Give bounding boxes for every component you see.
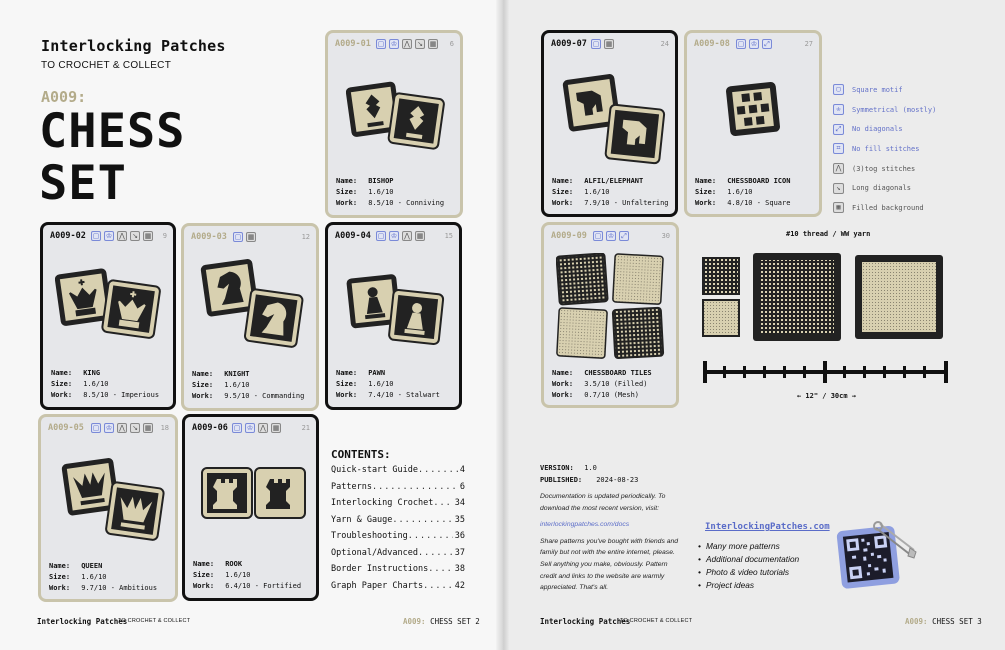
ruler-label: ← 12" / 30cm → bbox=[797, 392, 857, 400]
card-name: QUEEN bbox=[81, 562, 103, 570]
legend-item bbox=[833, 139, 936, 159]
no-diagonals-icon: ⤢ bbox=[762, 39, 772, 49]
name-label: Name: bbox=[336, 177, 358, 185]
footer-page-number: 3 bbox=[977, 617, 982, 626]
card-id: A009-09 bbox=[551, 231, 587, 241]
square-motif-icon: ▢ bbox=[377, 232, 385, 240]
square-motif-icon: ▢ bbox=[592, 40, 600, 48]
name-label: Name: bbox=[193, 560, 215, 568]
size-label: Size: bbox=[49, 573, 71, 581]
long-diagonals-icon: ↘ bbox=[130, 231, 140, 241]
card-name: KNIGHT bbox=[224, 370, 250, 378]
card-work: 9.7/10 - Ambitious bbox=[81, 584, 158, 592]
no-fill-icon: ⌗ bbox=[833, 143, 844, 154]
brand-title: Interlocking Patches bbox=[41, 37, 226, 55]
square-motif-icon: ▢ bbox=[594, 232, 602, 240]
name-label: Name: bbox=[51, 369, 73, 377]
chessboard-tiles-patch-art bbox=[556, 253, 668, 361]
card-work: 7.9/10 - Unfaltering bbox=[584, 199, 669, 207]
pattern-code: A009: bbox=[41, 88, 87, 106]
square-motif-icon: ▢ bbox=[833, 84, 844, 95]
toc-title: Quick-start Guide bbox=[331, 465, 418, 475]
size-label: Size: bbox=[51, 380, 73, 388]
version-info bbox=[540, 463, 638, 486]
symmetrical-icon: ♔ bbox=[390, 40, 398, 48]
tog-stitches-icon: ⋀ bbox=[117, 231, 127, 241]
card-specs bbox=[695, 176, 790, 209]
square-motif-icon: ▢ bbox=[737, 40, 745, 48]
card-id: A009-02 bbox=[50, 231, 86, 241]
version-label: VERSION: bbox=[540, 464, 574, 472]
ruler-graphic bbox=[700, 358, 952, 388]
published-value: 2024-08-23 bbox=[596, 475, 639, 484]
long-diagonals-icon: ↘ bbox=[130, 423, 140, 433]
feature-item: • Many more patterns bbox=[698, 540, 799, 553]
legend-item bbox=[833, 159, 936, 179]
toc-title: Patterns bbox=[331, 481, 372, 492]
work-label: Work: bbox=[695, 199, 717, 207]
footer-page-number: 2 bbox=[475, 617, 480, 626]
docs-link[interactable]: interlockingpatches.com/docs bbox=[540, 521, 630, 529]
work-label: Work: bbox=[51, 391, 73, 399]
filled-background-icon: ▦ bbox=[247, 233, 255, 241]
card-work-filled: 3.5/10 (Filled) bbox=[584, 380, 648, 388]
work-label: Work: bbox=[552, 391, 574, 399]
card-size: 1.6/10 bbox=[368, 188, 394, 196]
legend-label: Square motif bbox=[852, 85, 903, 94]
card-size: 1.6/10 bbox=[225, 571, 251, 579]
gauge-comparison-art bbox=[700, 250, 950, 345]
footer-subtitle: TO CROCHET & COLLECT bbox=[118, 618, 191, 624]
legend-item bbox=[833, 100, 936, 120]
card-page: 27 bbox=[804, 40, 813, 48]
symmetrical-icon: ♔ bbox=[246, 424, 254, 432]
card-size: 1.6/10 bbox=[368, 380, 394, 388]
toc-page: 34 bbox=[454, 498, 465, 508]
name-label: Name: bbox=[552, 177, 574, 185]
square-motif-icon: ▢ bbox=[92, 424, 100, 432]
pattern-card-chessboard-tiles[interactable] bbox=[541, 222, 679, 408]
footer-code: A009: bbox=[905, 617, 928, 626]
card-id: A009-06 bbox=[192, 423, 228, 433]
card-id: A009-08 bbox=[694, 39, 730, 49]
toc-page: 38 bbox=[454, 564, 465, 574]
card-page: 15 bbox=[444, 232, 453, 240]
pattern-card-alfil[interactable] bbox=[541, 30, 678, 217]
card-work: 8.5/10 - Conniving bbox=[368, 199, 445, 207]
tog-stitches-icon: ⋀ bbox=[258, 423, 268, 433]
title-line-1: CHESS bbox=[39, 104, 186, 159]
toc-title: Yarn & Gauge bbox=[331, 514, 393, 525]
alfil-patch-art bbox=[560, 71, 670, 171]
card-id: A009-04 bbox=[335, 231, 371, 241]
footer-section: CHESS SET bbox=[430, 617, 471, 626]
qr-code-patch[interactable] bbox=[836, 520, 918, 600]
size-label: Size: bbox=[192, 381, 214, 389]
size-label: Size: bbox=[552, 188, 574, 196]
toc-title: Graph Paper Charts bbox=[331, 580, 424, 591]
card-work: 7.4/10 - Stalwart bbox=[368, 391, 440, 399]
filled-background-icon: ▦ bbox=[416, 232, 424, 240]
footer-page-info bbox=[905, 617, 982, 626]
toc-page: 42 bbox=[454, 580, 465, 591]
card-size: 1.6/10 bbox=[727, 188, 753, 196]
card-name: CHESSBOARD ICON bbox=[727, 177, 791, 185]
card-id: A009-03 bbox=[191, 232, 227, 242]
legend-label: Long diagonals bbox=[852, 184, 912, 193]
legend-item bbox=[833, 119, 936, 139]
card-page: 6 bbox=[449, 40, 454, 48]
legend-item bbox=[833, 80, 936, 100]
card-page: 18 bbox=[160, 424, 169, 432]
card-name: ROOK bbox=[225, 560, 243, 568]
long-diagonals-icon: ↘ bbox=[415, 39, 425, 49]
tog-stitches-icon: ⋀ bbox=[117, 423, 127, 433]
card-name: KING bbox=[83, 369, 101, 377]
no-diagonals-icon: ⤢ bbox=[619, 231, 629, 241]
legend-label: Symmetrical (mostly) bbox=[852, 105, 937, 114]
feature-item: • Additional documentation bbox=[698, 553, 799, 566]
card-size: 1.6/10 bbox=[83, 380, 109, 388]
card-page: 9 bbox=[162, 232, 167, 240]
version-value: 1.0 bbox=[584, 464, 597, 472]
filled-background-icon: ▦ bbox=[144, 232, 152, 240]
tog-stitches-icon: ⋀ bbox=[833, 163, 844, 174]
tog-stitches-icon: ⋀ bbox=[402, 39, 412, 49]
toc-page: 4 bbox=[459, 465, 465, 475]
card-work: 4.8/10 - Square bbox=[727, 199, 791, 207]
name-label: Name: bbox=[192, 370, 214, 378]
size-label: Size: bbox=[336, 188, 358, 196]
card-icon-row bbox=[591, 39, 614, 49]
work-label: Work: bbox=[336, 391, 358, 399]
long-diagonals-icon: ↘ bbox=[833, 183, 844, 194]
card-name: ALFIL/ELEPHANT bbox=[584, 177, 644, 185]
toc-title: Troubleshooting bbox=[331, 531, 408, 541]
square-motif-icon: ▢ bbox=[234, 233, 242, 241]
card-icon-row bbox=[736, 39, 772, 49]
symmetrical-icon: ♔ bbox=[105, 424, 113, 432]
toc-title: Border Instructions bbox=[331, 564, 429, 574]
symmetrical-icon: ♔ bbox=[607, 232, 615, 240]
card-name: BISHOP bbox=[368, 177, 394, 185]
footer-section: CHESS SET bbox=[932, 617, 973, 626]
work-label: Work: bbox=[336, 199, 358, 207]
footer-brand: Interlocking Patches bbox=[540, 617, 631, 626]
card-page: 30 bbox=[661, 232, 670, 240]
size-label: Size: bbox=[193, 571, 215, 579]
name-label: Name: bbox=[552, 369, 574, 377]
toc-title: Interlocking Crochet bbox=[331, 498, 434, 508]
title-line-2: SET bbox=[39, 156, 127, 211]
name-label: Name: bbox=[336, 369, 358, 377]
thread-label: #10 thread / WW yarn bbox=[786, 230, 871, 238]
toc-page: 35 bbox=[454, 514, 465, 525]
footer-subtitle: TO CROCHET & COLLECT bbox=[620, 618, 693, 624]
legend-label: No diagonals bbox=[852, 125, 903, 134]
legend-item bbox=[833, 178, 936, 198]
pattern-card-chessboard-icon[interactable] bbox=[684, 30, 822, 217]
symmetrical-icon: ♔ bbox=[105, 232, 113, 240]
symmetrical-icon: ♔ bbox=[750, 40, 758, 48]
card-id: A009-05 bbox=[48, 423, 84, 433]
filled-background-icon: ▦ bbox=[429, 40, 437, 48]
card-icon-row bbox=[593, 231, 629, 241]
work-label: Work: bbox=[192, 392, 214, 400]
work-label: Work: bbox=[193, 582, 215, 590]
published-label: PUBLISHED: bbox=[540, 475, 583, 484]
work-label: Work: bbox=[49, 584, 71, 592]
card-work: 9.5/10 - Commanding bbox=[224, 392, 305, 400]
card-page: 21 bbox=[301, 424, 310, 432]
symmetrical-icon: ♔ bbox=[833, 104, 844, 115]
toc-title: Optional/Advanced bbox=[331, 547, 418, 558]
toc-page: 6 bbox=[459, 481, 465, 492]
name-label: Name: bbox=[695, 177, 717, 185]
toc-page: 36 bbox=[454, 531, 465, 541]
size-label: Size: bbox=[695, 188, 717, 196]
sharing-paragraph: Share patterns you've bought with friends and family but not with the entire internet, please. Sell anything you make, obviously. Pattern credit and links to the website are warmly appreciated. That's all. bbox=[540, 537, 679, 592]
card-page: 24 bbox=[660, 40, 669, 48]
card-size: 1.6/10 bbox=[81, 573, 107, 581]
card-page: 12 bbox=[301, 233, 310, 241]
no-diagonals-icon: ⤢ bbox=[833, 124, 844, 135]
card-name: PAWN bbox=[368, 369, 386, 377]
contents-heading: CONTENTS: bbox=[331, 448, 391, 461]
card-specs bbox=[552, 368, 652, 401]
square-motif-icon: ▢ bbox=[92, 232, 100, 240]
filled-background-icon: ▦ bbox=[833, 202, 844, 213]
square-motif-icon: ▢ bbox=[377, 40, 385, 48]
work-label: Work: bbox=[552, 380, 574, 388]
doc-paragraph: Documentation is updated periodically. To download the most recent version, visit: bbox=[540, 493, 666, 512]
feature-item: • Photo & video tutorials bbox=[698, 566, 799, 579]
card-work: 8.5/10 - Imperious bbox=[83, 391, 160, 399]
symmetrical-icon: ♔ bbox=[390, 232, 398, 240]
card-size: 1.6/10 bbox=[584, 188, 610, 196]
work-label: Work: bbox=[552, 199, 574, 207]
legend-label: No fill stitches bbox=[852, 144, 920, 153]
card-name: CHESSBOARD TILES bbox=[584, 369, 652, 377]
icon-legend bbox=[833, 80, 936, 218]
card-id: A009-01 bbox=[335, 39, 371, 49]
card-id: A009-07 bbox=[551, 39, 587, 49]
filled-background-icon: ▦ bbox=[144, 424, 152, 432]
footer-brand: Interlocking Patches bbox=[37, 617, 128, 626]
chessboard-icon-patch-art bbox=[725, 81, 785, 141]
toc-page: 37 bbox=[454, 547, 465, 558]
card-work-mesh: 0.7/10 (Mesh) bbox=[584, 391, 640, 399]
card-size: 1.6/10 bbox=[224, 381, 250, 389]
legend-item bbox=[833, 198, 936, 218]
size-label: Size: bbox=[336, 380, 358, 388]
documentation-note bbox=[540, 491, 680, 594]
footer-code: A009: bbox=[403, 617, 426, 626]
website-link[interactable]: InterlockingPatches.com bbox=[705, 522, 830, 532]
legend-label: (3)tog stitches bbox=[852, 164, 916, 173]
website-features-list bbox=[698, 540, 799, 592]
feature-item: • Project ideas bbox=[698, 579, 799, 592]
brand-subtitle: TO CROCHET & COLLECT bbox=[41, 60, 172, 71]
name-label: Name: bbox=[49, 562, 71, 570]
card-work: 6.4/10 - Fortified bbox=[225, 582, 302, 590]
tog-stitches-icon: ⋀ bbox=[402, 231, 412, 241]
legend-label: Filled background bbox=[852, 203, 924, 212]
card-specs bbox=[552, 176, 669, 209]
square-motif-icon: ▢ bbox=[233, 424, 241, 432]
filled-background-icon: ▦ bbox=[272, 424, 280, 432]
filled-background-icon: ▦ bbox=[605, 40, 613, 48]
